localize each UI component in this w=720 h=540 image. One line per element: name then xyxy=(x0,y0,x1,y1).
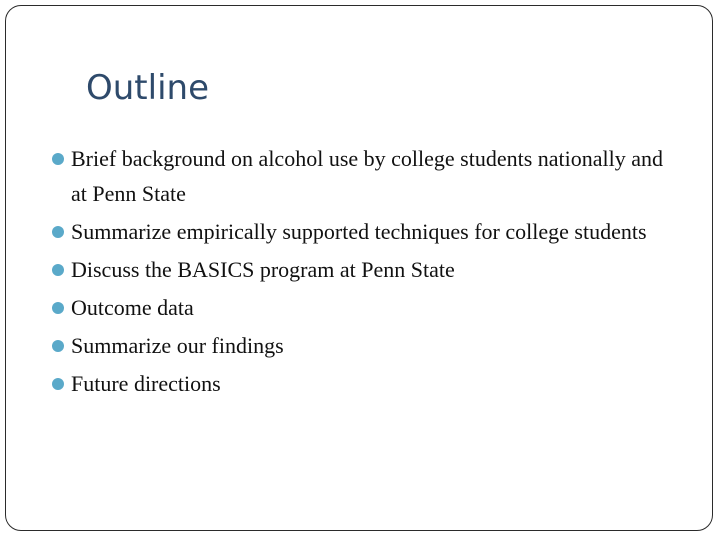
bullet-item xyxy=(52,366,672,401)
slide xyxy=(5,5,713,531)
bullet-text: Summarize empirically supported techniques for college students xyxy=(71,219,647,244)
bullet-item xyxy=(52,252,672,287)
bullet-item xyxy=(52,214,672,249)
bullet-item xyxy=(52,141,672,211)
bullet-dot-icon xyxy=(52,340,64,352)
bullet-item xyxy=(52,328,672,363)
bullet-dot-icon xyxy=(52,302,64,314)
bullet-list xyxy=(52,141,672,404)
bullet-text: Discuss the BASICS program at Penn State xyxy=(71,257,455,282)
bullet-dot-icon xyxy=(52,378,64,390)
bullet-text: Future directions xyxy=(71,371,221,396)
bullet-dot-icon xyxy=(52,264,64,276)
slide-title: Outline xyxy=(86,68,210,108)
bullet-text: Summarize our findings xyxy=(71,333,284,358)
bullet-item xyxy=(52,290,672,325)
bullet-text: Outcome data xyxy=(71,295,194,320)
bullet-text: Brief background on alcohol use by college students nationally and at Penn State xyxy=(71,146,664,206)
bullet-dot-icon xyxy=(52,226,64,238)
bullet-dot-icon xyxy=(52,153,64,165)
